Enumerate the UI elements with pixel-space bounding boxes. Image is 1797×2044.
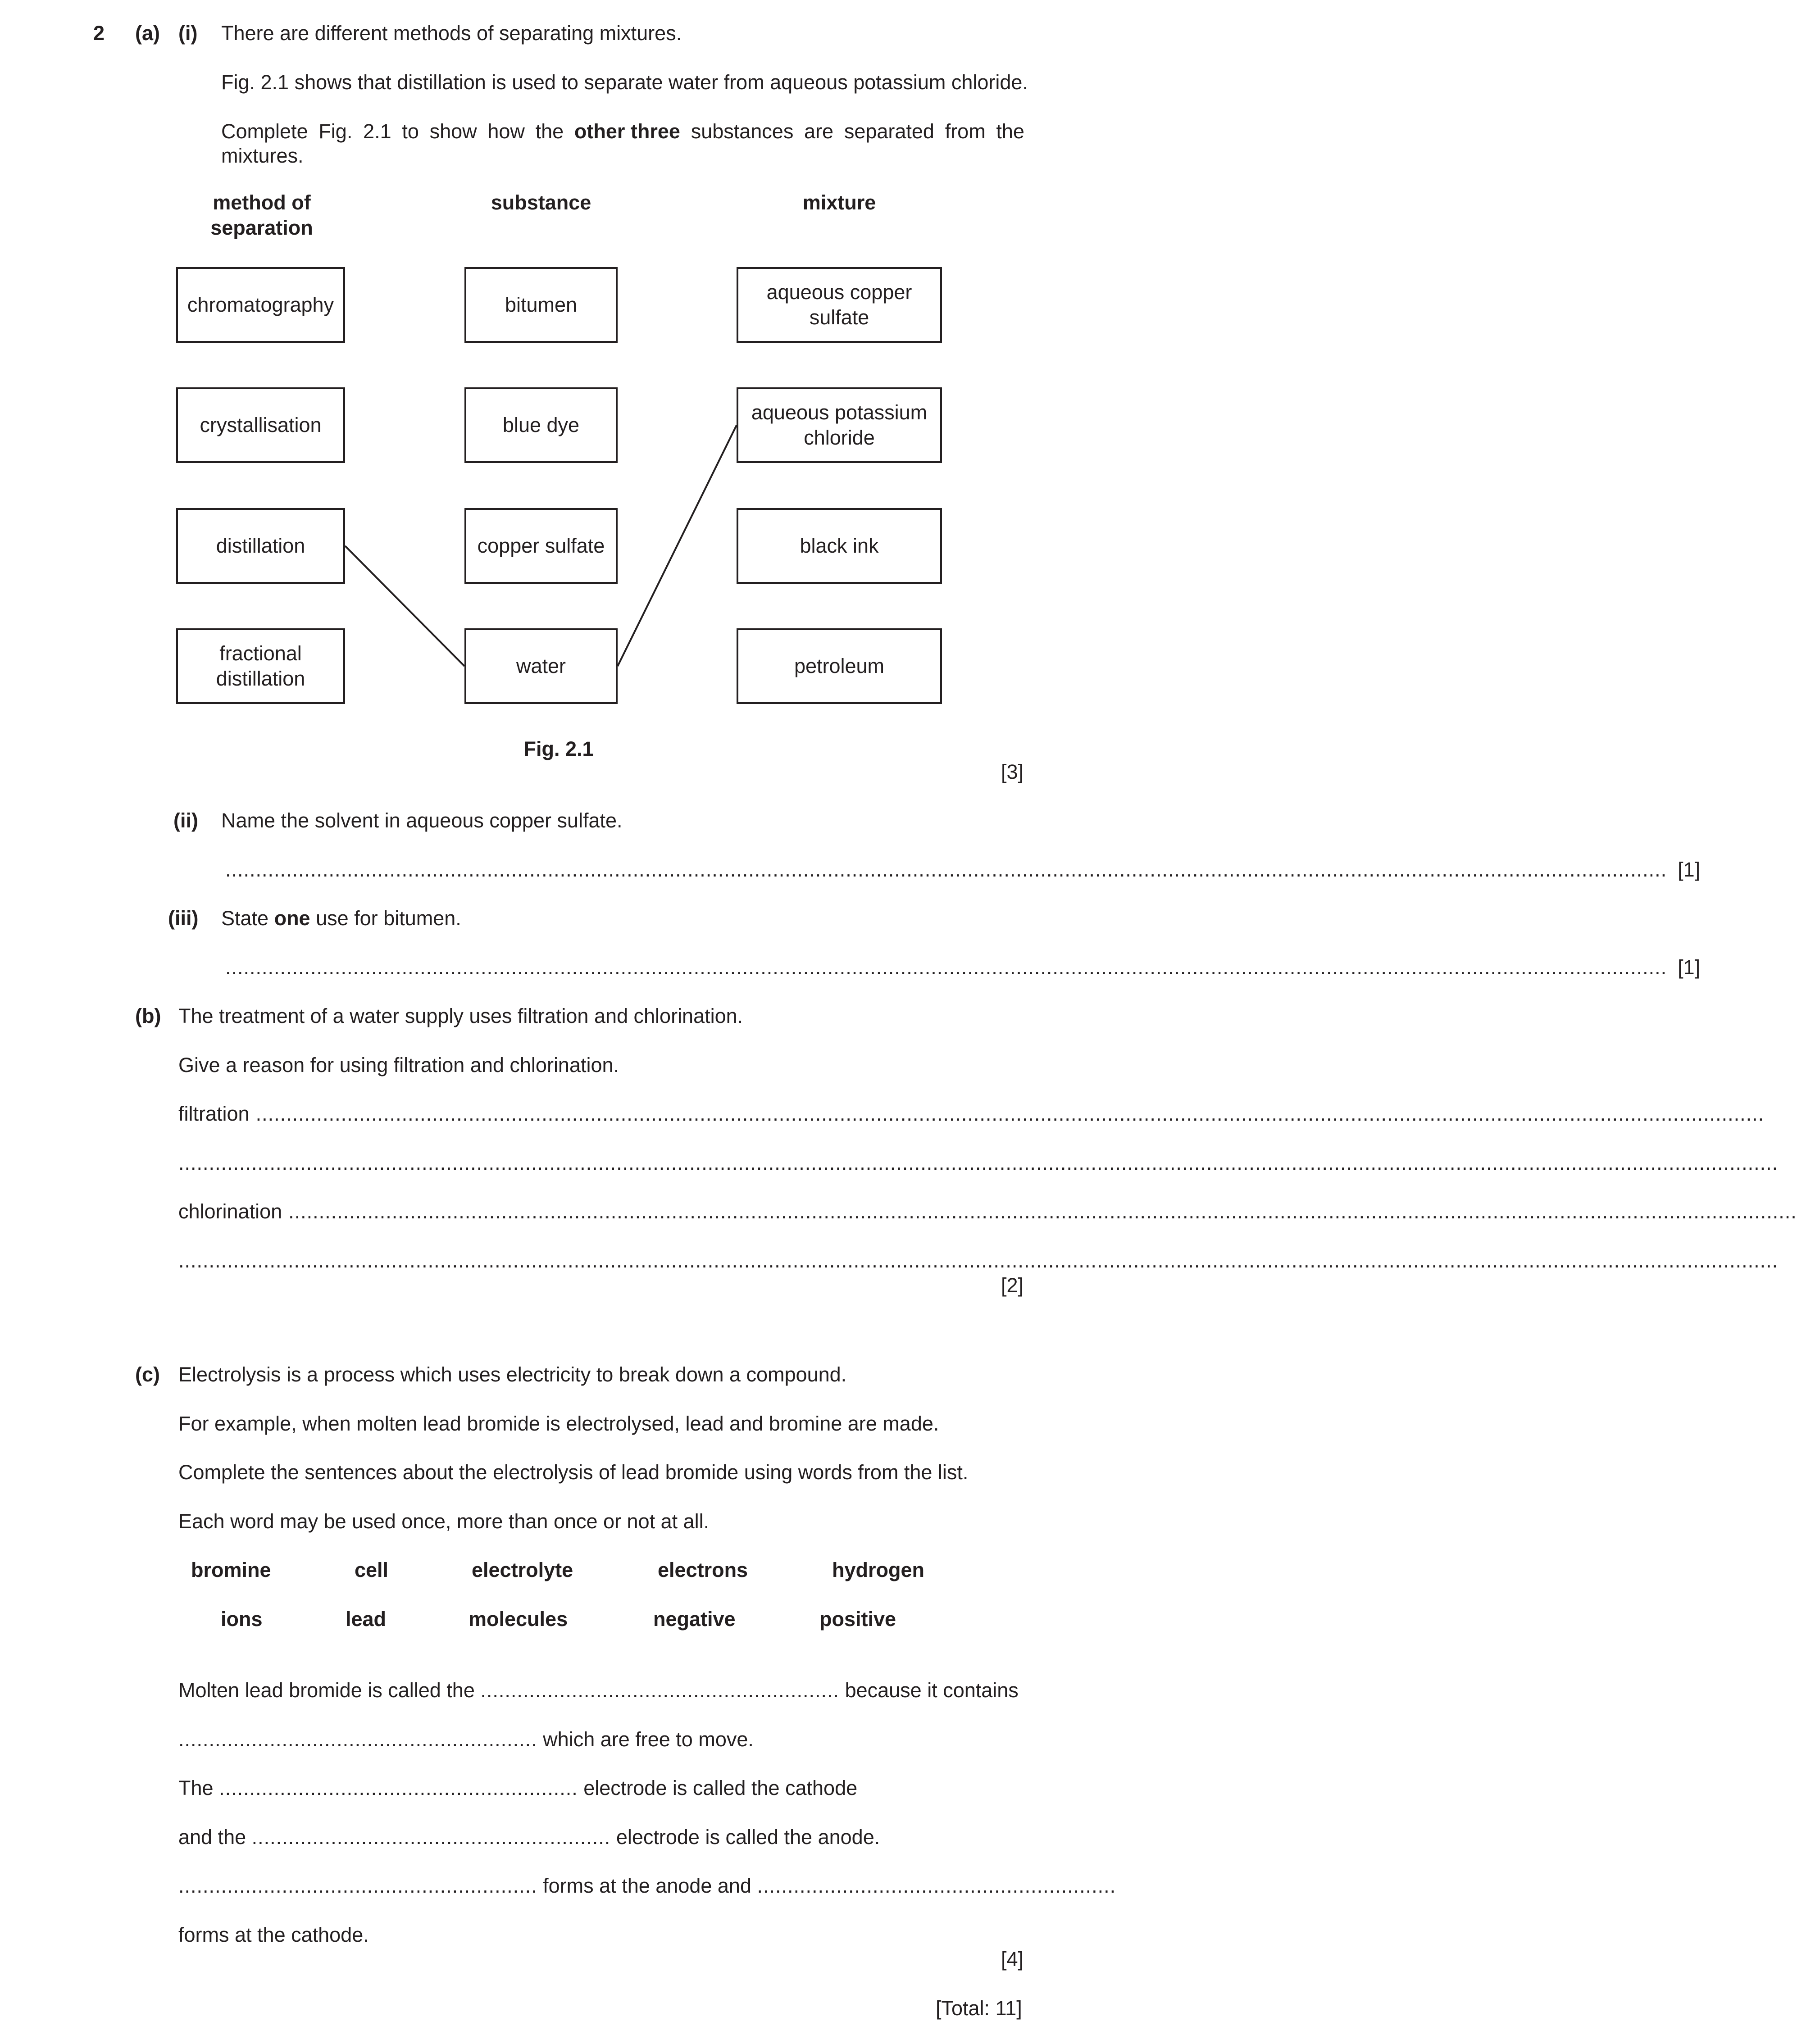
substance-box-water[interactable] xyxy=(464,628,618,704)
answer-line-a-ii[interactable] xyxy=(225,858,1701,882)
method-label: distillation xyxy=(216,534,305,557)
instruction-line2: mixtures. xyxy=(221,144,304,167)
line-water-to-aqueous-potassium-chloride xyxy=(618,425,737,666)
instruction-w1: Complete xyxy=(221,120,308,143)
mixture-box-petroleum[interactable] xyxy=(737,628,942,704)
word-ions: ions xyxy=(221,1608,263,1631)
sub-ii-label: (ii) xyxy=(173,809,198,832)
word-bromine: bromine xyxy=(191,1558,271,1581)
word-electrons: electrons xyxy=(658,1558,748,1581)
column-heading-method-line2: separation xyxy=(210,216,313,240)
instruction-w12: the xyxy=(996,120,1024,143)
answer-line-chlorination[interactable] xyxy=(178,1199,1797,1224)
figure-caption: Fig. 2.1 xyxy=(523,737,594,760)
method-box-crystallisation[interactable] xyxy=(176,387,345,463)
word-negative: negative xyxy=(653,1608,736,1631)
instruction-w10: separated xyxy=(844,120,934,143)
mixture-label-line2: sulfate xyxy=(809,306,869,329)
mixture-label-line1: aqueous potassium xyxy=(751,400,928,424)
sentence-4-start: and the xyxy=(178,1826,246,1849)
instruction-w9: are xyxy=(804,120,834,143)
blank-ions[interactable]: ........................................................... xyxy=(178,1728,537,1751)
part-c-line1: Electrolysis is a process which uses electricity to break down a compound. xyxy=(178,1363,847,1386)
mixture-box-aqueous-copper-sulfate[interactable] xyxy=(737,267,942,343)
column-heading-method-line1: method of xyxy=(213,191,311,214)
substance-label: blue dye xyxy=(502,413,580,436)
sentence-3-end: electrode is called the cathode xyxy=(583,1776,858,1799)
total-marks: [Total: 11] xyxy=(936,1997,1022,2020)
mixture-label-line1: aqueous copper xyxy=(766,280,912,304)
sentence-5-middle: forms at the anode and xyxy=(543,1874,751,1897)
filtration-label: filtration xyxy=(178,1102,250,1125)
part-c-line2: For example, when molten lead bromide is electrolysed, lead and bromine are made. xyxy=(178,1412,939,1435)
sub-i-line1: There are different methods of separating mixtures. xyxy=(221,22,682,45)
substance-box-bitumen[interactable] xyxy=(464,267,618,343)
sentence-4-end: electrode is called the anode. xyxy=(616,1826,880,1849)
blank-anode-charge[interactable]: ........................................................... xyxy=(251,1826,611,1849)
chlorination-label: chlorination xyxy=(178,1200,282,1223)
method-label-line2: distillation xyxy=(216,667,305,690)
mixture-box-black-ink[interactable] xyxy=(737,508,942,584)
instruction-w4: to xyxy=(402,120,419,143)
method-box-chromatography[interactable] xyxy=(176,267,345,343)
answer-line-a-iii[interactable] xyxy=(225,955,1701,980)
question-number: 2 xyxy=(93,22,105,45)
instruction-w3: 2.1 xyxy=(363,120,391,143)
word-hydrogen: hydrogen xyxy=(832,1558,925,1581)
instruction-w6: how xyxy=(487,120,525,143)
column-heading-method xyxy=(176,190,347,241)
mark-a-i: [3] xyxy=(1001,760,1024,783)
part-b-label: (b) xyxy=(135,1004,161,1027)
blank-anode-product[interactable]: ........................................................... xyxy=(178,1874,537,1897)
sub-i-label: (i) xyxy=(178,22,198,45)
sub-iii-text-start: State xyxy=(221,907,274,930)
word-positive: positive xyxy=(819,1608,896,1631)
sentence-5 xyxy=(178,1874,1116,1898)
part-c-line4: Each word may be used once, more than once or not at all. xyxy=(178,1510,710,1533)
answer-line-filtration-2[interactable]: ....................................................................................................................................................................................................................................................................... xyxy=(178,1151,1779,1174)
mixture-box-aqueous-potassium-chloride[interactable] xyxy=(737,387,942,463)
part-a-label: (a) xyxy=(135,22,160,45)
word-electrolyte: electrolyte xyxy=(472,1558,573,1581)
answer-dots[interactable]: ............................................................................................................................................................................................................................................. xyxy=(225,858,1667,881)
method-label: chromatography xyxy=(187,293,334,316)
sub-iii-emphasis: one xyxy=(274,907,310,930)
word-lead: lead xyxy=(346,1608,387,1631)
blank-electrolyte[interactable]: ........................................................... xyxy=(480,1679,840,1702)
part-c-label: (c) xyxy=(135,1363,160,1386)
answer-dots[interactable]: ............................................................................................................................................................................................................................................. xyxy=(225,956,1667,979)
mixture-label-line2: chloride xyxy=(804,426,875,449)
blank-cathode-charge[interactable]: ........................................................... xyxy=(219,1776,578,1799)
sub-iii-text xyxy=(221,906,461,931)
sentence-3-start: The xyxy=(178,1776,214,1799)
sub-i-line2: Fig. 2.1 shows that distillation is used to separate water from aqueous potassium chloride. xyxy=(221,71,1028,94)
sub-iii-text-end: use for bitumen. xyxy=(310,907,461,930)
column-heading-mixture: mixture xyxy=(802,191,876,214)
sentence-3 xyxy=(178,1776,857,1800)
method-label-line1: fractional xyxy=(219,641,302,665)
substance-label: water xyxy=(516,654,566,677)
answer-dots[interactable]: ........................................................................................................................................................................................................................................................ xyxy=(288,1200,1797,1223)
part-c-line3: Complete the sentences about the electrolysis of lead bromide using words from the list. xyxy=(178,1461,969,1484)
method-box-fractional-distillation[interactable] xyxy=(176,628,345,704)
answer-line-chlorination-2[interactable]: ....................................................................................................................................................................................................................................................................... xyxy=(178,1249,1779,1272)
instruction-w5: show xyxy=(429,120,477,143)
sub-iii-label: (iii) xyxy=(168,907,199,930)
sentence-1 xyxy=(178,1678,1019,1703)
sentence-4 xyxy=(178,1825,880,1849)
sentence-1-end: because it contains xyxy=(845,1679,1019,1702)
instruction-w2: Fig. xyxy=(318,120,353,143)
word-cell: cell xyxy=(355,1558,389,1581)
part-b-line1: The treatment of a water supply uses filtration and chlorination. xyxy=(178,1004,743,1027)
column-heading-substance: substance xyxy=(491,191,591,214)
answer-line-filtration[interactable] xyxy=(178,1102,1765,1126)
mark-c: [4] xyxy=(1001,1948,1024,1971)
sentence-6: forms at the cathode. xyxy=(178,1923,369,1946)
mixture-label: black ink xyxy=(800,534,879,557)
instruction-w7: the xyxy=(535,120,564,143)
substance-box-copper-sulfate[interactable] xyxy=(464,508,618,584)
mark-a-ii: [1] xyxy=(1678,858,1701,881)
substance-label: bitumen xyxy=(505,293,578,316)
substance-label: copper sulfate xyxy=(477,534,605,557)
sub-ii-text: Name the solvent in aqueous copper sulfate. xyxy=(221,809,623,832)
part-b-line2: Give a reason for using filtration and chlorination. xyxy=(178,1054,619,1077)
word-molecules: molecules xyxy=(469,1608,568,1631)
method-box-distillation[interactable] xyxy=(176,508,345,584)
answer-dots[interactable]: ........................................................................................................................................................................................................................................................ xyxy=(255,1102,1765,1125)
sub-i-instruction xyxy=(221,119,1024,168)
instruction-w11: from xyxy=(945,120,986,143)
blank-cathode-product[interactable]: ........................................................... xyxy=(757,1874,1116,1897)
mark-b: [2] xyxy=(1001,1274,1024,1297)
sentence-2 xyxy=(178,1727,754,1752)
mixture-label: petroleum xyxy=(794,654,885,677)
method-label: crystallisation xyxy=(200,413,322,436)
substance-box-blue-dye[interactable] xyxy=(464,387,618,463)
sentence-2-end: which are free to move. xyxy=(543,1728,754,1751)
instruction-emphasis: other three xyxy=(574,120,680,143)
mark-a-iii: [1] xyxy=(1678,956,1701,979)
sentence-1-start: Molten lead bromide is called the xyxy=(178,1679,475,1702)
instruction-w8: substances xyxy=(691,120,794,143)
line-distillation-to-water xyxy=(345,546,464,666)
